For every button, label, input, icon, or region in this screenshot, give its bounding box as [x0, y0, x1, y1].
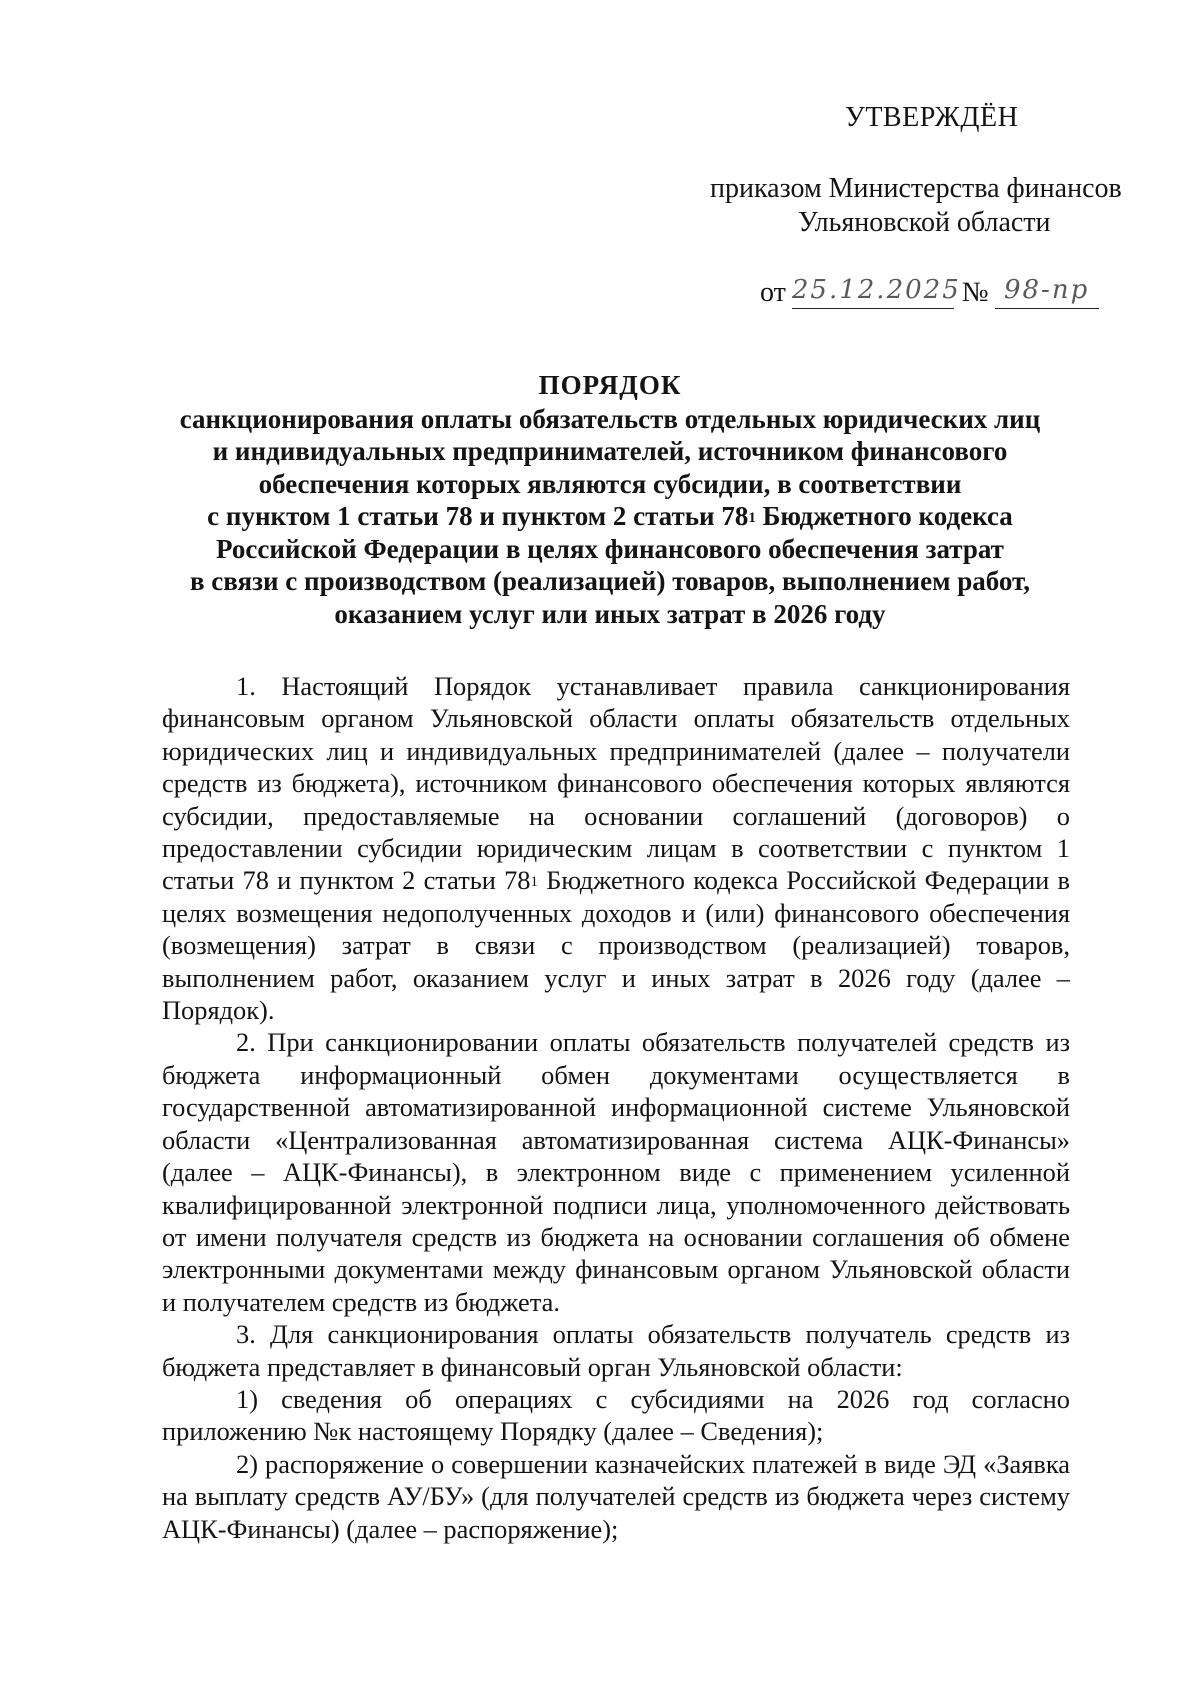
- approval-order-line: приказом Министерства финансов: [710, 173, 1122, 204]
- paragraph-1-tail: Бюджетного кодекса Российской Федерации в целях возмещения недополученных доходов и (или) финансового обеспечения (возмещения) затрат в связи с производством (реализацией) товаров, выполнением работ, оказанием услуг и иных затрат в 2026 году (далее – Порядок).: [162, 865, 1070, 1026]
- date-prefix: от: [760, 277, 786, 308]
- number-sign: №: [961, 277, 989, 308]
- number-field: [995, 272, 1099, 309]
- title-line-4: [150, 500, 1070, 533]
- title-line-3: обеспечения которых являются субсидии, в соответствии: [258, 468, 962, 499]
- date-field: [791, 272, 961, 309]
- document-title: ПОРЯДОК: [538, 370, 682, 400]
- title-line-7: оказанием услуг или иных затрат в 2026 году: [334, 598, 886, 629]
- title-line-6: в связи с производством (реализацией) товаров, выполнением работ,: [189, 566, 1031, 596]
- paragraph-3-item-1: 1) сведения об операциях с субсидиями на 2026 год согласно приложению №к настоящему Порядку (далее – Сведения);: [162, 1383, 1070, 1447]
- document-title-block: [150, 369, 1070, 630]
- title-line-1: санкционирования оплаты обязательств отдельных юридических лиц: [179, 403, 1041, 434]
- paragraph-3-item-2: 2) распоряжение о совершении казначейских платежей в виде ЭД «Заявка на выплату средств АУ/БУ» (для получателей средств из бюджета через систему АЦК-Финансы) (далее – распоряжение);: [162, 1448, 1070, 1544]
- paragraph-1-superscript: 1: [530, 874, 538, 891]
- paragraph-1: [162, 670, 1070, 1026]
- title-line-4-text: с пунктом 1 статьи 78 и пунктом 2 статьи 78: [207, 501, 749, 531]
- title-line-4-tail: Бюджетного кодекса: [755, 501, 1013, 531]
- approval-date-line: [760, 275, 1099, 312]
- handwritten-number: 98-пр: [1003, 275, 1090, 305]
- title-line-2: и индивидуальных предпринимателей, источником финансового: [212, 436, 1008, 466]
- handwritten-date: 25.12.2025: [791, 275, 961, 305]
- paragraph-1-text: 1. Настоящий Порядок устанавливает правила санкционирования финансовым органом Ульяновской области оплаты обязательств отдельных юридических лиц и индивидуальных предпринимателей (далее – получатели средств из бюджета), источником финансового обеспечения которых являются субсидии, предоставляемые на основании соглашений (договоров) о предоставлении субсидии юридическим лицам в соответствии с пунктом 1 статьи 78 и пунктом 2 статьи 78: [162, 671, 1070, 896]
- approval-region-line: Ульяновской области: [798, 207, 1051, 238]
- paragraph-2: 2. При санкционировании оплаты обязательств получателей средств из бюджета информационный обмен документами осуществляется в государственной автоматизированной информационной системе Ульяновской области «Централизованная автоматизированная система АЦК-Финансы» (далее – АЦК-Финансы), в электронном виде с применением усиленной квалифицированной электронной подписи лица, уполномоченного действовать от имени получателя средств из бюджета на основании соглашения об обмене электронными документами между финансовым органом Ульяновской области и получателем средств из бюджета.: [162, 1027, 1070, 1317]
- approval-heading: УТВЕРЖДЁН: [845, 102, 1019, 133]
- document-body: [162, 670, 1070, 1545]
- title-superscript: 1: [748, 510, 756, 526]
- paragraph-3: 3. Для санкционирования оплаты обязательств получатель средств из бюджета представляет в финансовый орган Ульяновской области:: [162, 1319, 1070, 1382]
- title-line-5: Российской Федерации в целях финансового обеспечения затрат: [216, 533, 1004, 564]
